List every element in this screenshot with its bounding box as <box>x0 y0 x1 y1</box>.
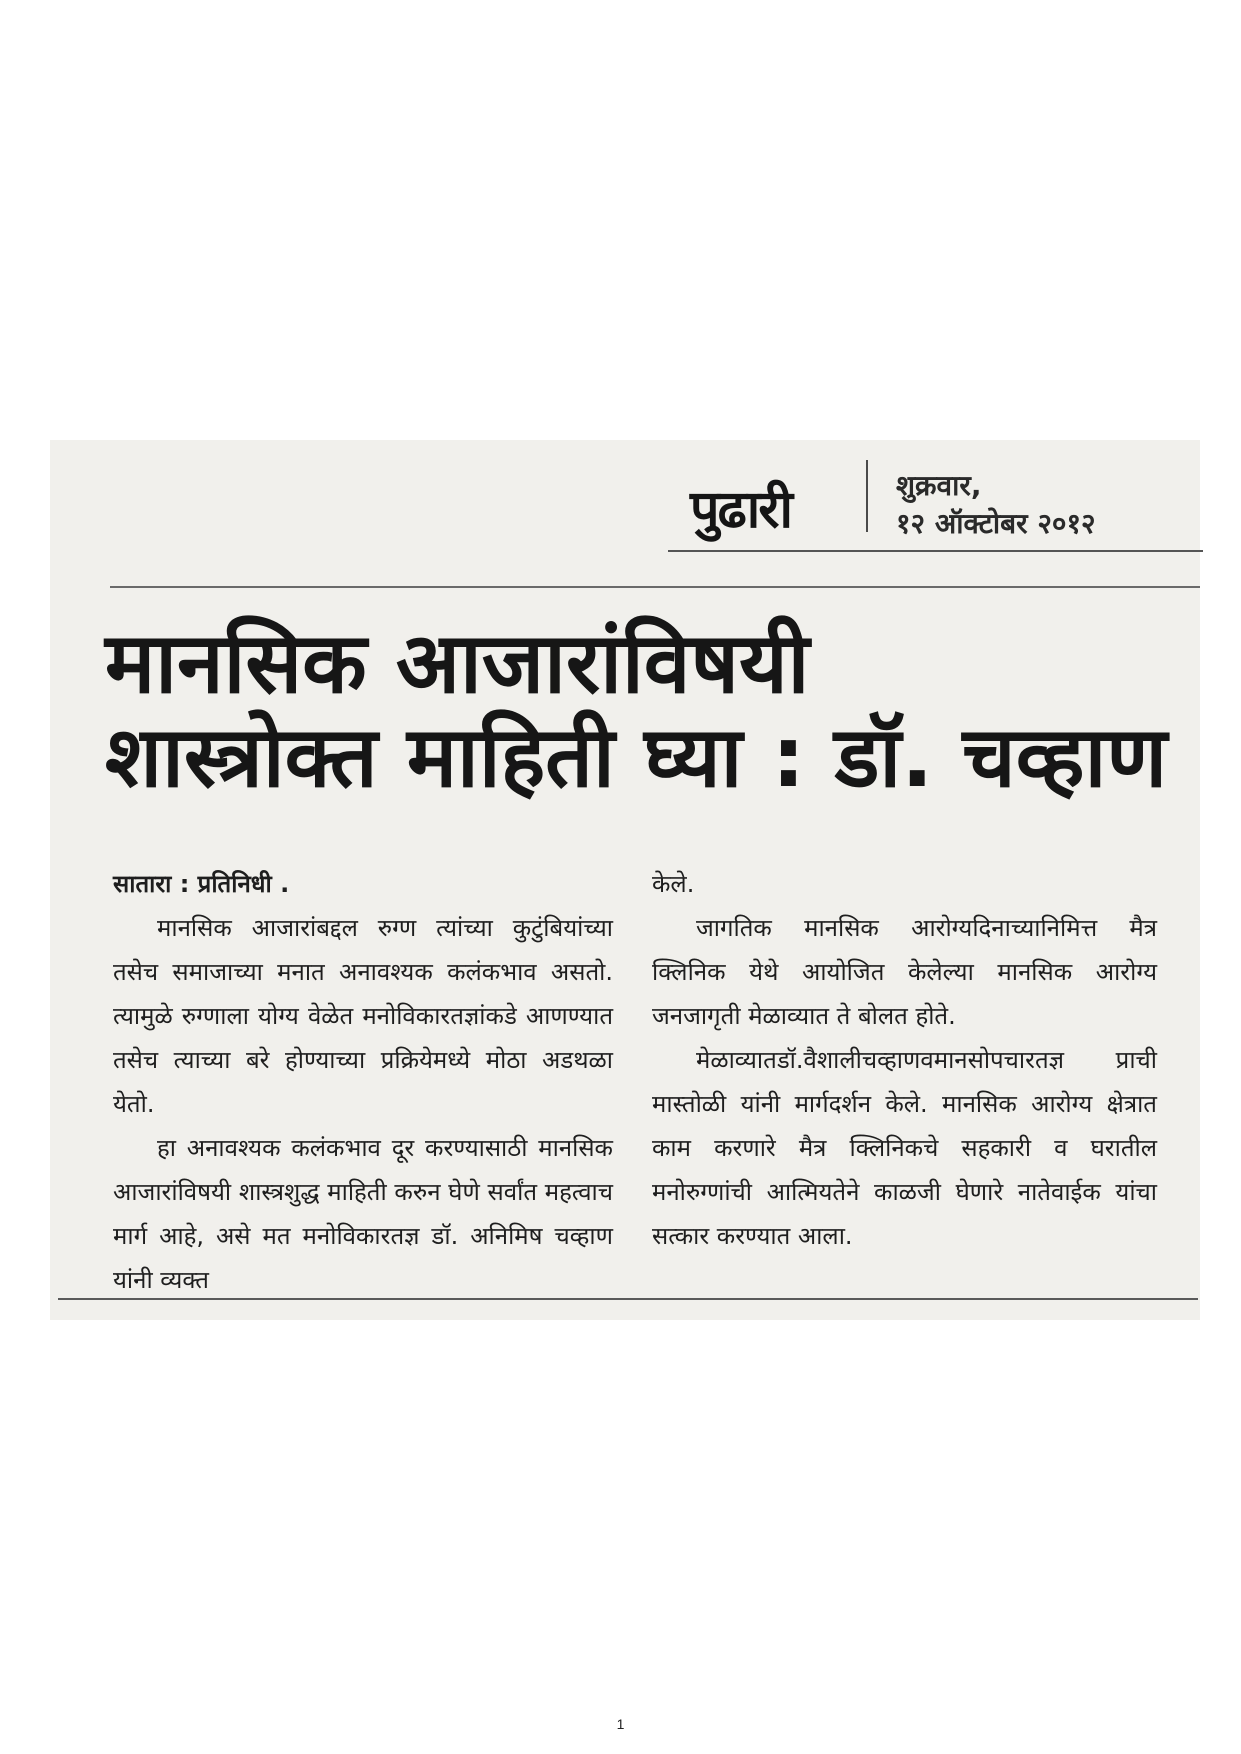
article-column-right <box>652 862 1157 1258</box>
article-paragraph: जागतिक मानसिक आरोग्यदिनाच्यानिमित्त मैत्र क्लिनिक येथे आयोजित केलेल्या मानसिक आरोग्य जनजागृती मेळाव्यात ते बोलत होते. <box>652 914 1157 1030</box>
newspaper-masthead <box>668 452 1203 552</box>
publication-date: १२ ऑक्टोबर २०१२ <box>896 507 1096 540</box>
bottom-rule <box>58 1298 1198 1300</box>
article-byline: सातारा : प्रतिनिधी . <box>113 870 290 898</box>
publication-day: शुक्रवार, <box>896 469 982 502</box>
article-paragraph: केले. <box>652 870 695 898</box>
article-headline <box>105 614 1195 807</box>
page-number: 1 <box>616 1716 625 1732</box>
article-paragraph: मेळाव्यातडॉ.वैशालीचव्हाणवमानसोपचारतज्ञ प्राची मास्तोळी यांनी मार्गदर्शन केले. मानसिक आरोग्य क्षेत्रात काम करणारे मैत्र क्लिनिकचे सहकारी व घरातील मनोरुग्णांची आत्मियतेने काळजी घेणारे नातेवाईक यांचा सत्कार करण्यात आला. <box>652 1046 1157 1250</box>
headline-line-2: शास्त्रोक्त माहिती घ्या : डॉ. चव्हाण <box>105 708 1168 807</box>
headline-line-1: मानसिक आजारांविषयी <box>105 614 810 712</box>
newspaper-logo: पुढारी <box>690 480 792 540</box>
top-rule <box>110 586 1200 588</box>
article-column-left <box>113 862 613 1302</box>
masthead-rule <box>668 550 1203 552</box>
article-paragraph: हा अनावश्यक कलंकभाव दूर करण्यासाठी मानसिक आजारांविषयी शास्त्रशुद्ध माहिती करुन घेणे सर्वांत महत्वाच मार्ग आहे, असे मत मनोविकारतज्ञ डॉ. अनिमिष चव्हाण यांनी व्यक्त <box>113 1134 613 1294</box>
article-paragraph: मानसिक आजारांबद्दल रुग्ण त्यांच्या कुटुंबियांच्या तसेच समाजाच्या मनात अनावश्यक कलंकभाव असतो. त्यामुळे रुग्णाला योग्य वेळेत मनोविकारतज्ञांकडे आणण्यात तसेच त्याच्या बरे होण्याच्या प्रक्रियेमध्ये मोठा अडथळा येतो. <box>113 914 613 1118</box>
masthead-divider <box>866 460 868 532</box>
